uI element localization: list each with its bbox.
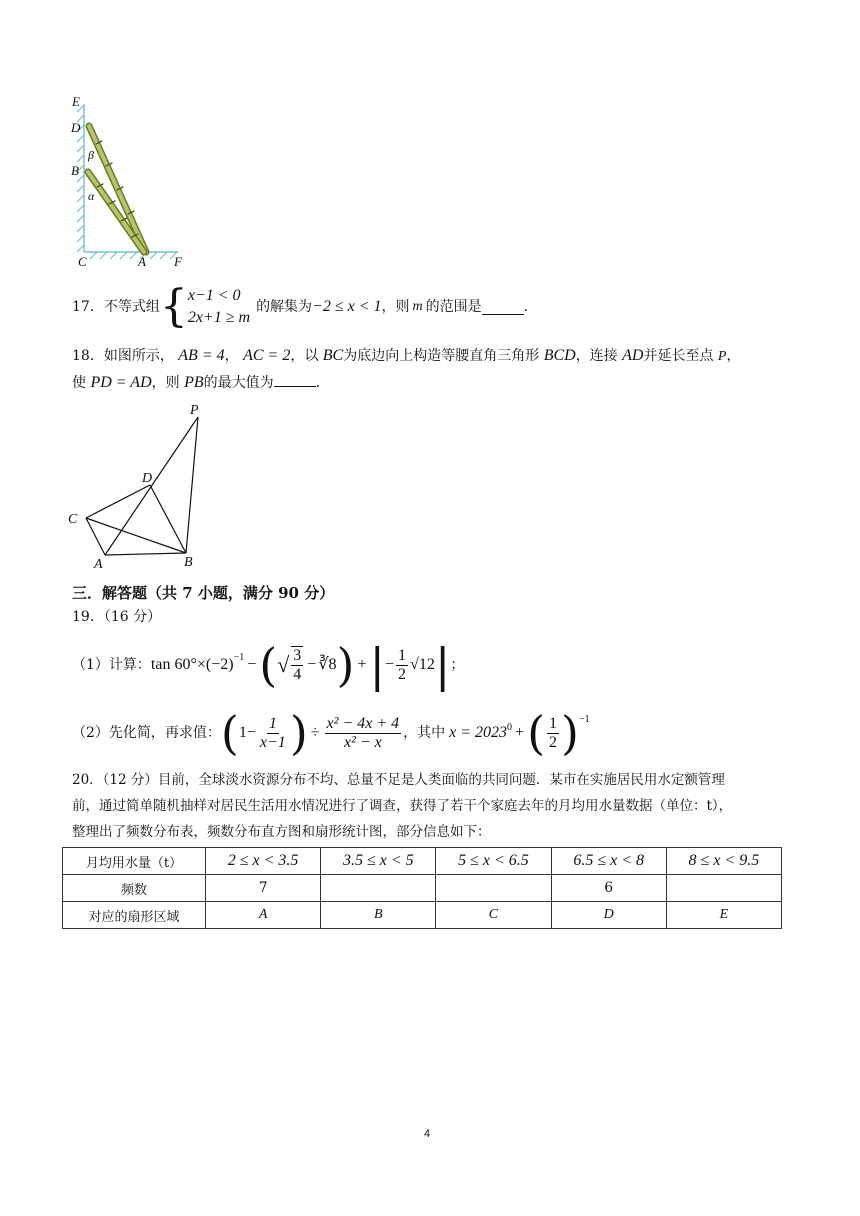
q19-p2-x: x = 2023 <box>449 724 508 741</box>
figure-16-wall-diagram <box>62 92 192 272</box>
q18-text-h: ，则 <box>151 375 180 391</box>
figure-18-triangle-diagram <box>62 400 222 572</box>
table-cell <box>666 875 781 902</box>
q20-line3: 整理出了频数分布表，频数分布直方图和扇形统计图，部分信息如下： <box>72 824 491 840</box>
table-header-cell: 6.5 ≤ x < 8 <box>551 848 666 875</box>
q19-p2-half-left: ( <box>527 706 546 760</box>
q18-end: . <box>315 375 321 391</box>
q19-cbrt8: ∛8 <box>318 656 337 673</box>
q17-suffix-b: 的范围是 <box>425 299 482 315</box>
table-cell: B <box>321 902 436 929</box>
q17-answer-blank <box>482 300 524 315</box>
table-header-cell: 8 ≤ x < 9.5 <box>666 848 781 875</box>
q18-text-d: ，连接 <box>575 348 618 364</box>
q19-p2-zero-exp: 0 <box>507 722 513 733</box>
question-18-line1 <box>72 346 740 367</box>
label-c: C <box>68 512 78 527</box>
table-cell <box>436 875 551 902</box>
q19-plus: + <box>357 656 367 673</box>
q18-text-a: 如图所示， <box>103 348 174 364</box>
label-a: A <box>94 557 103 572</box>
page-number: 4 <box>424 1128 431 1140</box>
frequency-table <box>62 847 782 929</box>
q19-part2 <box>72 708 590 758</box>
label-d: D <box>142 471 153 486</box>
q19-p2-divide: ÷ <box>310 724 320 741</box>
q19-part1-end: ； <box>450 657 465 673</box>
q18-ab: AB = 4 <box>178 347 225 364</box>
q19-p2-half-right: ) <box>561 706 579 760</box>
q19-exp: −1 <box>233 652 245 663</box>
q19-abs-minus: − <box>385 656 395 673</box>
q18-text-b: ，以 <box>290 348 319 364</box>
q19-p2-one-minus: 1− <box>238 724 256 741</box>
q19-left-paren: ( <box>259 638 278 692</box>
question-17 <box>72 282 528 332</box>
table-row <box>63 902 782 929</box>
q19-right-paren: ) <box>336 638 355 692</box>
q19-part1 <box>72 640 464 690</box>
label-c: C <box>78 254 87 269</box>
table-cell: D <box>551 902 666 929</box>
table-cell <box>321 875 436 902</box>
q19-part1-label: （1）计算： <box>72 657 151 673</box>
table-header-cell: 5 ≤ x < 6.5 <box>436 848 551 875</box>
table-cell: 频数 <box>63 875 206 902</box>
q19-header: 19．（16 分） <box>72 609 162 625</box>
label-d: D <box>71 120 81 135</box>
q19-abs-right: | <box>434 638 451 692</box>
q19-abs-left: | <box>369 638 385 692</box>
label-e: E <box>72 94 80 109</box>
q17-mid: 的解集为 <box>256 299 313 315</box>
q19-frac-1-2: $\frac{1}{2}$ <box>398 646 407 683</box>
q18-number: 18． <box>72 348 104 364</box>
label-b: B <box>71 163 79 178</box>
q19-p2-plus: + <box>515 724 525 741</box>
q19-minus: − <box>247 656 257 673</box>
q17-number: 17． <box>72 299 104 315</box>
section-title: 三．解答题（共 7 小题，满分 90 分） <box>72 584 335 602</box>
q18-p: P <box>717 349 727 364</box>
q17-ineq1: x−1 < 0 <box>187 287 241 304</box>
q17-suffix-a: ，则 <box>381 299 410 315</box>
table-header-cell: 2 ≤ x < 3.5 <box>206 848 321 875</box>
q19-p2-frac: $\frac{1}{x-1}$ <box>259 714 286 751</box>
q19-tan-term: tan 60°×(−2) <box>150 656 234 673</box>
q17-end: . <box>523 299 529 315</box>
q17-prefix: 不等式组 <box>103 299 160 315</box>
label-a: A <box>138 254 146 269</box>
q19-minus-2: − <box>307 656 317 673</box>
q19-p2-left-paren: ( <box>220 706 239 760</box>
table-cell: A <box>206 902 321 929</box>
q19-p2-neg-exp: −1 <box>578 714 590 725</box>
q18-bc: BC <box>322 347 344 364</box>
q18-pb: PB <box>184 374 204 391</box>
table-cell: E <box>666 902 781 929</box>
q17-system <box>188 285 250 329</box>
q19-p2-right-paren: ) <box>289 706 308 760</box>
q19-frac-3-4: $\frac{3}{4}$ <box>293 647 302 683</box>
q19-p2-big-frac: $\frac{\text{x² − 4x + 4}}{\text{x² − x}}$ <box>326 714 400 751</box>
q19-p2-where: ，其中 <box>403 725 446 741</box>
q19-part2-label: （2）先化简，再求值： <box>72 725 221 741</box>
q18-ac: AC = 2 <box>243 347 291 364</box>
table-cell: 6 <box>551 875 666 902</box>
table-cell: 对应的扇形区域 <box>63 902 206 929</box>
table-row <box>63 875 782 902</box>
label-beta: β <box>88 148 94 162</box>
question-18-line2 <box>72 372 320 393</box>
label-b: B <box>184 555 193 570</box>
q18-text-c: 为底边向上构造等腰直角三角形 <box>343 348 540 364</box>
q18-ad: AD <box>622 347 644 364</box>
q17-solution: −2 ≤ x < 1 <box>312 298 382 315</box>
label-alpha: α <box>88 189 95 203</box>
q17-brace: { <box>159 281 188 332</box>
q18-text-f: ， <box>726 348 741 364</box>
q18-text-e: 并延长至点 <box>643 348 714 364</box>
table-cell: C <box>436 902 551 929</box>
label-f: F <box>174 254 182 269</box>
q18-pd: PD = AD <box>90 374 152 391</box>
q20-line1: 20．（12 分）目前，全球淡水资源分布不均、总量不足是人类面临的共同问题．某市在实施居民用水定额管理 <box>72 772 725 788</box>
q18-bcd: BCD <box>543 347 576 364</box>
q17-var: m <box>412 299 423 314</box>
q17-ineq2: 2x+1 ≥ m <box>187 309 251 326</box>
q20-line2: 前，通过简单随机抽样对居民生活用水情况进行了调查，获得了若干个家庭去年的月均用水量数据（单位：t）， <box>72 798 733 814</box>
q18-text-g: 使 <box>72 375 86 391</box>
q19-sqrt12: √12 <box>410 656 435 673</box>
table-header-cell: 月均用水量（t） <box>63 848 206 875</box>
label-p: P <box>190 403 199 418</box>
q18-answer-blank <box>274 372 316 387</box>
q19-sqrt-sign: √ <box>277 652 290 677</box>
q18-sep: ， <box>224 348 239 364</box>
q18-text-i: 的最大值为 <box>203 375 274 391</box>
q19-p2-half: $\frac{1}{2}$ <box>549 714 558 751</box>
table-row <box>63 848 782 875</box>
table-header-cell: 3.5 ≤ x < 5 <box>321 848 436 875</box>
table-cell: 7 <box>206 875 321 902</box>
